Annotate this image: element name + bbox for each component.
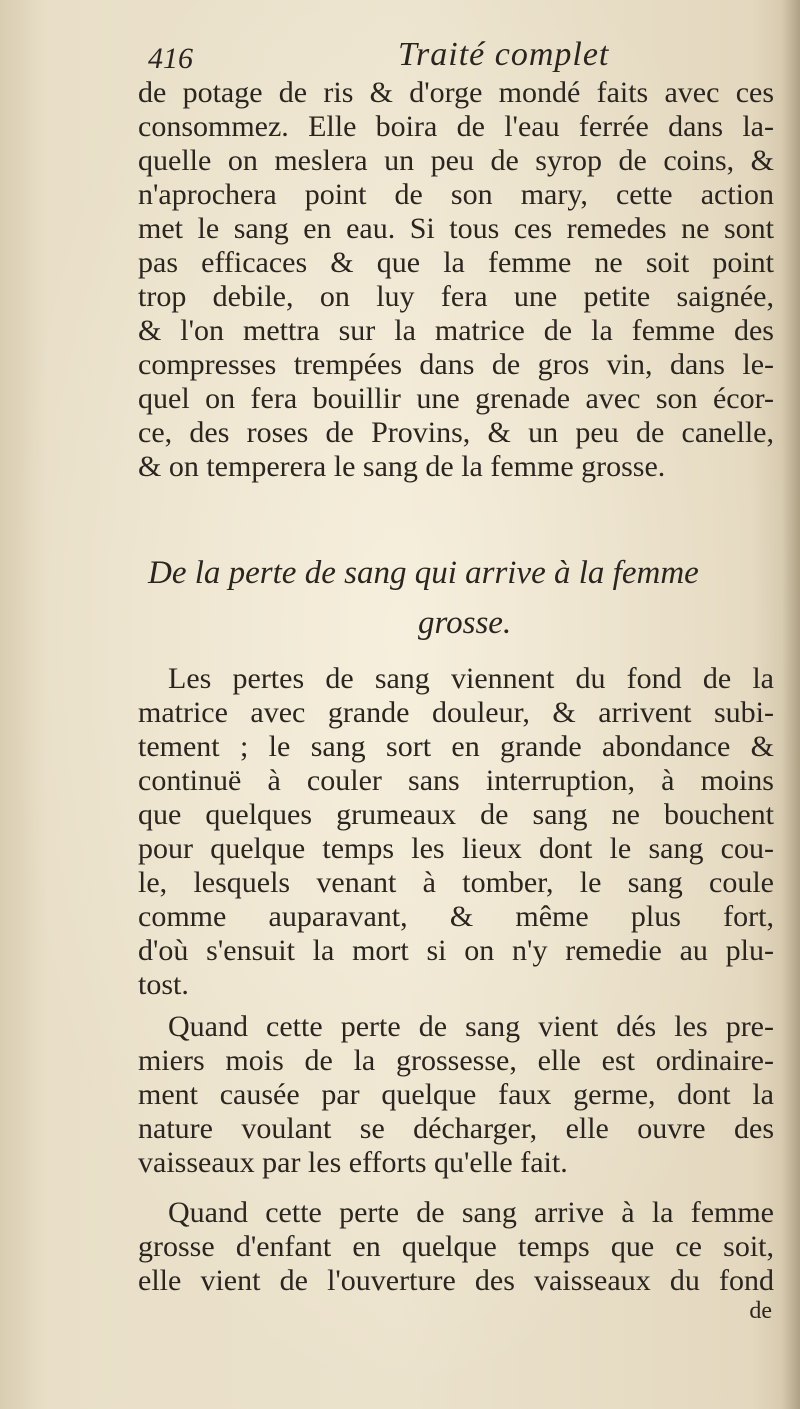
section-heading-line-1: De la perte de sang qui arrive à la femme — [148, 555, 699, 591]
text-line: Les pertes de sang viennent du fond de la — [168, 662, 774, 695]
text-line: compresses trempées dans de gros vin, dans le- — [138, 348, 774, 381]
text-line: trop debile, on luy fera une petite saignée, — [138, 280, 774, 313]
text-line: que quelques grumeaux de sang ne bouchent — [138, 798, 774, 831]
text-line: n'aprochera point de son mary, cette action — [138, 178, 774, 211]
text-line: ce, des roses de Provins, & un peu de canelle, — [138, 416, 774, 449]
text-line: Quand cette perte de sang arrive à la femme — [168, 1196, 774, 1229]
paragraph-2 — [138, 662, 774, 1002]
page-edge-shadow — [782, 0, 800, 1409]
text-line: grosse d'enfant en quelque temps que ce soit, — [138, 1230, 774, 1263]
text-line: matrice avec grande douleur, & arrivent subi- — [138, 696, 774, 729]
text-line: continuë à couler sans interruption, à moins — [138, 764, 774, 797]
text-line: tement ; le sang sort en grande abondance & — [138, 730, 774, 763]
text-line: pas efficaces & que la femme ne soit point — [138, 246, 774, 279]
page-number: 416 — [148, 42, 193, 75]
text-line: & on temperera le sang de la femme grosse. — [138, 450, 666, 483]
text-line: pour quelque temps les lieux dont le sang cou- — [138, 832, 774, 865]
text-line: nature voulant se décharger, elle ouvre des — [138, 1112, 774, 1145]
paragraph-3 — [138, 1010, 774, 1180]
text-line: & l'on mettra sur la matrice de la femme des — [138, 314, 774, 347]
text-line: elle vient de l'ouverture des vaisseaux du fond — [138, 1264, 774, 1297]
text-line: quel on fera bouillir une grenade avec son écor- — [138, 382, 774, 415]
text-line: miers mois de la grossesse, elle est ordinaire- — [138, 1044, 774, 1077]
text-line: met le sang en eau. Si tous ces remedes ne sont — [138, 212, 774, 245]
text-line: ment causée par quelque faux germe, dont la — [138, 1078, 774, 1111]
text-line: le, lesquels venant à tomber, le sang coule — [138, 866, 774, 899]
paragraph-1 — [138, 76, 774, 484]
running-head: Traité complet — [398, 36, 610, 73]
section-heading-line-2: grosse. — [418, 605, 512, 641]
text-line: d'où s'ensuit la mort si on n'y remedie au plu- — [138, 934, 774, 967]
text-line: quelle on meslera un peu de syrop de coins, & — [138, 144, 774, 177]
text-line: consommez. Elle boira de l'eau ferrée dans la- — [138, 110, 774, 143]
text-line: tost. — [138, 968, 189, 1001]
section-heading — [148, 548, 778, 648]
text-line: vaisseaux par les efforts qu'elle fait. — [138, 1146, 568, 1179]
text-line: Quand cette perte de sang vient dés les pre- — [168, 1010, 774, 1043]
text-line: comme auparavant, & même plus fort, — [138, 900, 774, 933]
catchword: de — [749, 1298, 772, 1324]
paragraph-4 — [138, 1196, 774, 1298]
text-line: de potage de ris & d'orge mondé faits avec ces — [138, 76, 774, 109]
